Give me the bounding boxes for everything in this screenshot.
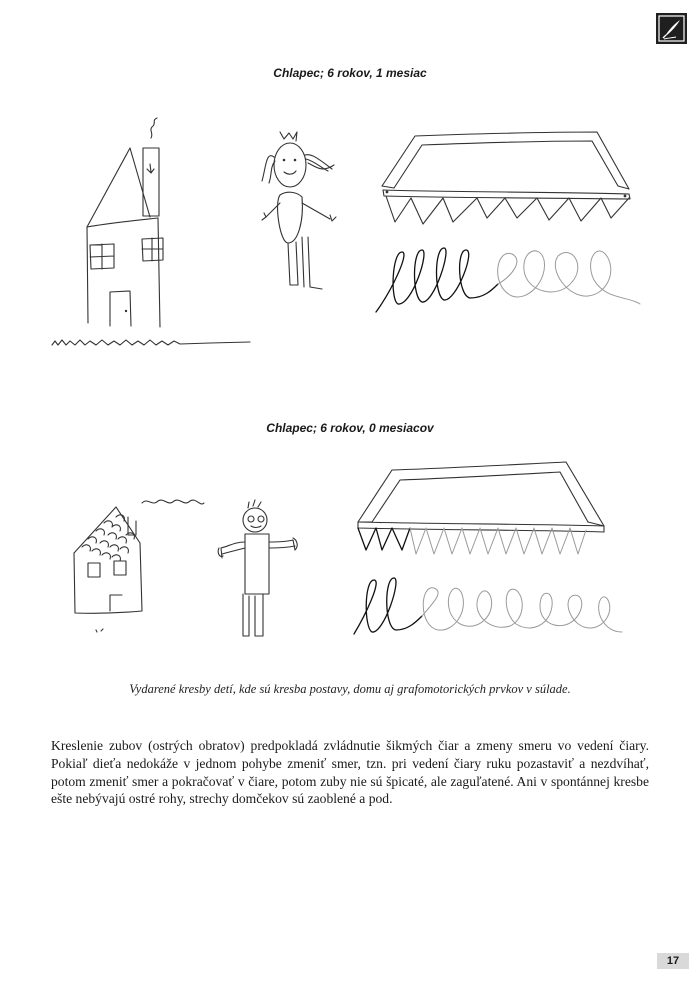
figure-two-title: Chlapec; 6 rokov, 0 mesiacov <box>266 421 434 435</box>
person-drawing-one <box>250 125 360 295</box>
page-number: 17 <box>657 953 689 969</box>
quill-pen-icon <box>656 13 687 44</box>
house-drawing-one <box>50 120 250 350</box>
loop-pattern-one <box>372 240 652 320</box>
house-drawing-two <box>70 495 210 645</box>
saw-drawing-one <box>375 126 645 226</box>
body-paragraph: Kreslenie zubov (ostrých obratov) predpokladá zvládnutie šikmých čiar a zmeny smeru vo vedení čiary. Pokiaľ dieťa nedokáže v jednom pohybe zmeniť smer, tzn. pri vedení čiary ruku pozastaviť a nezdvíhať, potom zmeniť smer a pokračovať v čiare, potom zuby nie sú špicaté, ale zaguľatené. Ani v spontánnej kresbe ešte nebývajú ostré rohy, strechy domčekov sú zaoblené a pod. <box>51 738 649 807</box>
loop-pattern-two <box>350 572 625 642</box>
figure-caption: Vydarené kresby detí, kde sú kresba postavy, domu aj grafomotorických prvkov v súlade. <box>129 682 571 696</box>
figure-one-title: Chlapec; 6 rokov, 1 mesiac <box>273 66 427 80</box>
person-drawing-two <box>215 498 305 643</box>
saw-drawing-two <box>354 456 624 566</box>
